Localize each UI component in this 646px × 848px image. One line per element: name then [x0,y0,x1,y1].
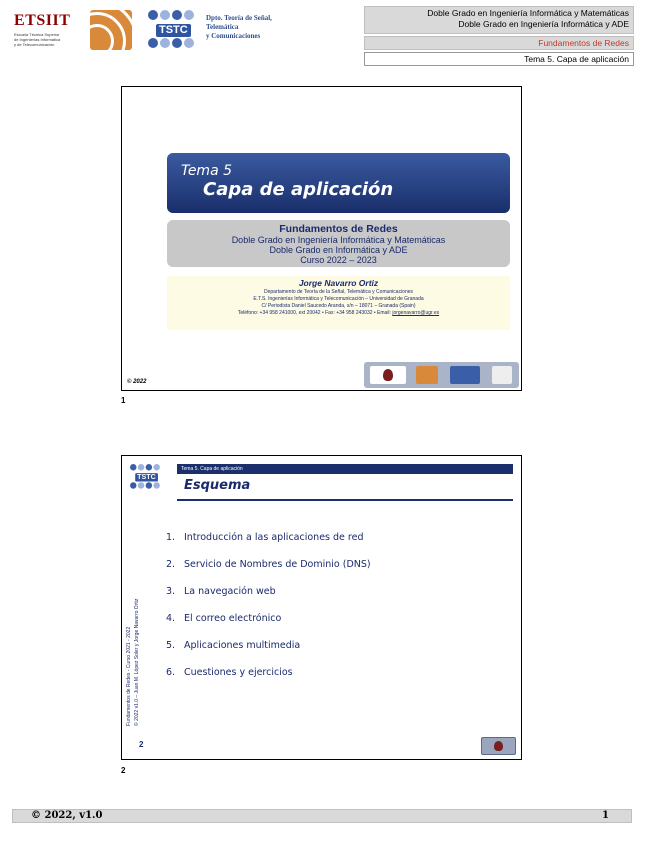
etsiit-logo-icon [416,366,438,384]
slide-title: Capa de aplicación [203,179,394,200]
degree-line-1: Doble Grado en Ingeniería Informática y Matemáticas [427,8,629,18]
etsiit-logo-subtext: Escuela Técnica Superior de Ingenierías Informática y de Telecomunicación [14,32,61,47]
degree-box [364,6,634,34]
outline-item: 6. Cuestiones y ejercicios [166,667,293,678]
slide-1-number: 1 [121,396,126,405]
address-line: C/ Periodista Daniel Saucedo Aranda, s/n – 18071 – Granada (Spain) [261,303,416,309]
topic-label: Tema 5. Capa de aplicación [364,52,634,66]
slide-copyright: © 2022 [127,379,147,385]
header-logos [12,8,342,56]
tstc-logo-text: TSTC [156,24,191,37]
slide-1 [121,86,522,391]
tstc-logo-icon [148,10,204,50]
outline-item: 3. La navegación web [166,586,276,597]
ugr-logo-icon [90,10,132,50]
slide-topic-bar: Tema 5. Capa de aplicación [177,464,513,474]
contact-line: Teléfono: +34 958 241000, ext 20042 • Fax: +34 958 243032 • Email: jorgenavarro@ugr.es [237,310,440,316]
school-line: E.T.S. Ingenierías Informática y Telecomunicación – Universidad de Granada [253,296,424,302]
slide-page-number: 2 [139,740,144,749]
logo-strip [364,362,519,388]
research-logo-icon [492,366,512,384]
slide-title: Esquema [184,478,251,493]
slide-2 [121,455,522,760]
course-year: Curso 2022 – 2023 [300,255,377,265]
university-logo-icon [481,737,516,755]
degree-2: Doble Grado en Informática y ADE [269,245,408,255]
topic-number: Tema 5 [181,163,233,179]
outline-item: 1. Introducción a las aplicaciones de red [166,532,364,543]
title-banner [167,153,510,213]
outline-item: 2. Servicio de Nombres de Dominio (DNS) [166,559,371,570]
dept-line: Departamento de Teoría de la Señal, Telemática y Comunicaciones [263,289,414,295]
outline-item: 4. El correo electrónico [166,613,282,624]
subject-name: Fundamentos de Redes [279,223,398,235]
vertical-credits [121,566,148,726]
page-footer [12,809,632,823]
outline-item: 5. Aplicaciones multimedia [166,640,301,651]
department-name: Dpto. Teoría de Señal, Telemática y Comunicaciones [206,14,272,40]
tstc-corner-logo-icon: TSTC [130,464,148,480]
degree-1: Doble Grado en Ingeniería Informática y Matemáticas [231,235,446,245]
subject-label: Fundamentos de Redes [364,36,634,50]
course-info [167,220,510,267]
credits-course: Fundamentos de Redes - Curso 2021 - 2022 [126,626,132,726]
email-link[interactable]: jorgenavarro@ugr.es [392,310,440,316]
etsiit-logo-text: ETSIIT [14,12,71,29]
author-name: Jorge Navarro Ortiz [298,278,379,288]
tstc-small-logo-icon [450,366,480,384]
footer-page-number: 1 [602,810,609,821]
header-info [364,6,634,66]
title-divider [177,499,513,501]
university-logo-icon [370,366,406,384]
author-info [167,276,510,330]
footer-copyright: © 2022, v1.0 [31,810,103,821]
outline-list [166,532,371,694]
credits-authors: © 2022 v1.0 – Juan M. López Soler y Jorge Navarro Ortiz [134,598,140,726]
slide-2-number: 2 [121,766,126,775]
degree-line-2: Doble Grado en Ingeniería Informática y ADE [458,19,629,29]
